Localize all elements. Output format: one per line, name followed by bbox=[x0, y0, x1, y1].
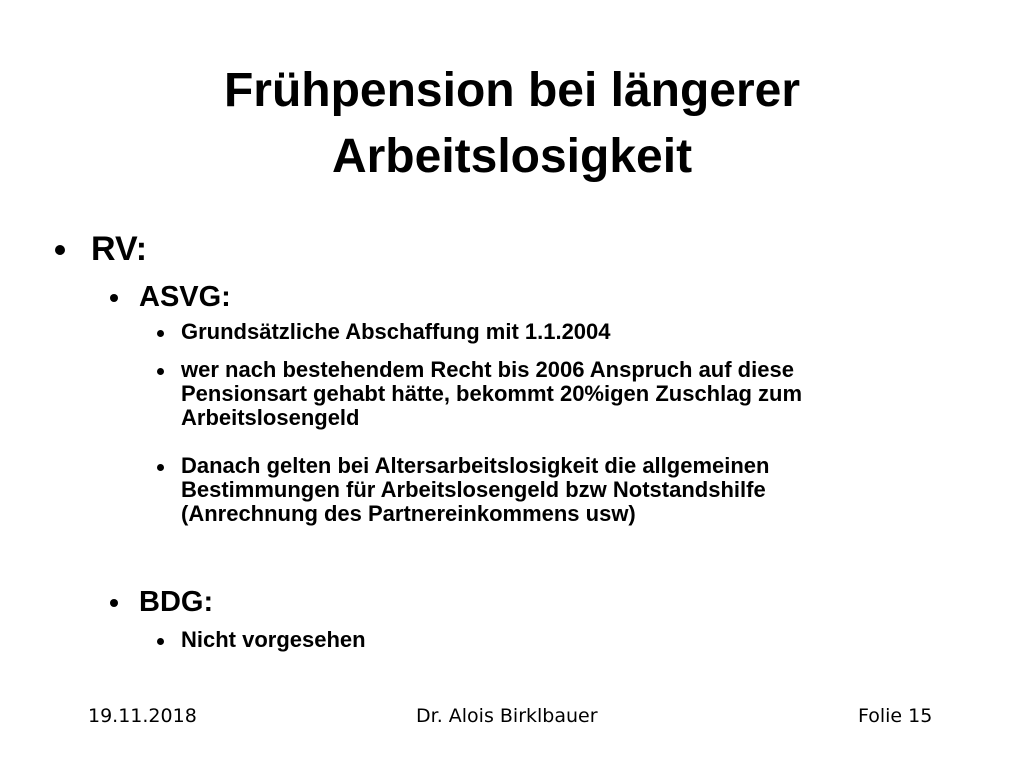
bullet-dot-icon bbox=[157, 368, 164, 375]
slide-title-line-1: Frühpension bei längerer bbox=[223, 64, 801, 117]
bullet-dot-icon bbox=[110, 599, 118, 607]
list-item-line: Pensionsart gehabt hätte, bekommt 20%igen Zuschlag zum bbox=[181, 381, 803, 406]
list-item-line: Nicht vorgesehen bbox=[181, 627, 366, 652]
bullet-rv-text: RV: bbox=[91, 230, 148, 268]
list-item-line: (Anrechnung des Partnereinkommens usw) bbox=[181, 501, 636, 526]
footer-author: Dr. Alois Birklbauer bbox=[416, 705, 598, 727]
list-item bbox=[157, 628, 961, 652]
bullet-dot-icon bbox=[157, 330, 164, 337]
footer-date: 19.11.2018 bbox=[88, 705, 197, 727]
list-item-line: wer nach bestehendem Recht bis 2006 Anspruch auf diese bbox=[181, 357, 794, 382]
list-item-line: Danach gelten bei Altersarbeitslosigkeit die allgemeinen bbox=[181, 453, 770, 478]
list-item-line: Grundsätzliche Abschaffung mit 1.1.2004 bbox=[181, 319, 611, 344]
list-item-line: Arbeitslosengeld bbox=[181, 405, 360, 430]
slide-title-line-2: Arbeitslosigkeit bbox=[331, 130, 693, 183]
bullet-dot-icon bbox=[55, 245, 65, 255]
slide-title bbox=[0, 58, 1024, 190]
footer-slide-number: Folie 15 bbox=[858, 705, 933, 727]
bullet-bdg bbox=[110, 585, 213, 619]
list-item bbox=[157, 320, 961, 344]
bullet-dot-icon bbox=[157, 638, 164, 645]
list-item bbox=[157, 358, 961, 430]
bullet-asvg-text: ASVG: bbox=[139, 281, 231, 313]
bullet-dot-icon bbox=[110, 294, 118, 302]
bullet-asvg bbox=[110, 280, 231, 314]
list-item bbox=[157, 454, 961, 526]
bullet-dot-icon bbox=[157, 464, 164, 471]
bullet-rv bbox=[55, 229, 147, 269]
list-item-line: Bestimmungen für Arbeitslosengeld bzw Notstandshilfe bbox=[181, 477, 766, 502]
bullet-bdg-text: BDG: bbox=[139, 586, 214, 618]
